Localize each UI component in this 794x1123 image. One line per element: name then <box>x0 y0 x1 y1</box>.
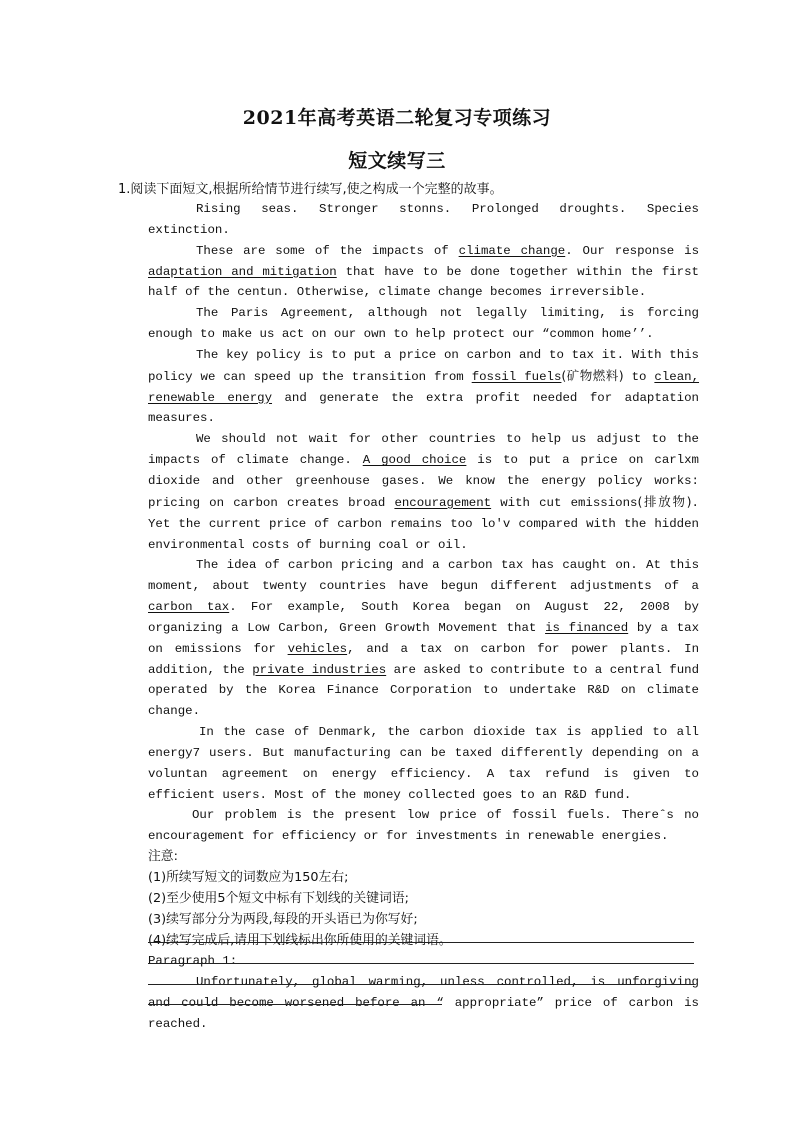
keyword: adaptation and mitigation <box>148 264 337 279</box>
keyword: fossil fuels <box>471 369 562 384</box>
passage-paragraph-6 <box>148 555 699 722</box>
text-run: The idea of carbon pricing and a carbon tax has caught on. At this moment, about twenty countries have begun different adjustments of a <box>148 558 699 594</box>
notes-heading: 注意: <box>148 849 178 865</box>
paragraph-label: Paragraph 1: <box>148 954 238 969</box>
text-run: These are some of the impacts of <box>196 243 459 258</box>
passage-paragraph-2 <box>148 241 699 304</box>
text-run: and generate the extra profit needed for adaptation measures. <box>148 390 699 426</box>
passage-paragraph-4 <box>148 345 699 429</box>
answer-line[interactable] <box>148 942 694 943</box>
note-item: (2)至少使用5个短文中标有下划线的关键词语; <box>148 890 409 906</box>
note-item: (3)续写部分分为两段,每段的开头语已为你写好; <box>148 911 418 927</box>
document-title: 2021年高考英语二轮复习专项练习 <box>242 107 552 129</box>
note-item: (1)所续写短文的词数应为150左右; <box>148 870 349 885</box>
notes <box>148 847 699 951</box>
chinese-gloss: (排放物) <box>637 493 692 509</box>
keyword: A good choice <box>362 453 467 468</box>
text-run: The key policy is to put a price on carbon and to tax it. With this policy we can speed up the transition from <box>148 347 699 384</box>
passage-paragraph-5 <box>148 429 699 555</box>
passage-paragraph-7: In the case of Denmark, the carbon dioxide tax is applied to all energy7 users. But manufacturing can be taxed differently depending on a voluntan agreement on energy efficiency. A tax refund is given to efficient users. Most of the money collected goes to an R&D fund. <box>148 725 699 802</box>
document-subtitle: 短文续写三 <box>348 150 446 172</box>
text-run: . For example, South Korea began on August 22, 2008 by organizing a Low Carbon, Green Growth Movement that <box>148 600 699 635</box>
text-run: We should not wait for other countries to help us adjust to the impacts of climate change. <box>148 432 699 468</box>
keyword: climate change <box>458 243 566 258</box>
text-run: . Our response is <box>565 243 700 258</box>
text-run: is to put a price on carlxm dioxide and other greenhouse gases. We know the energy policy works: pricing on carbon creates broad <box>148 453 699 510</box>
text-run: , and a tax on carbon for power plants. In addition, the <box>148 641 700 677</box>
text-run: . Yet the current price of carbon remains too lo'v compared with the hidden environmental costs of burning coal or oil. <box>148 495 699 552</box>
keyword: vehicles <box>287 641 348 656</box>
passage-paragraph-3: The Paris Agreement, although not legally limiting, is forcing enough to make us act on our own to help protect our “common home’’. <box>148 306 699 342</box>
answer-line[interactable] <box>148 963 694 964</box>
keyword: clean, renewable energy <box>148 369 700 405</box>
text-run: with cut emissions <box>491 495 638 510</box>
text-run: that have to be done together within the first half of the centun. Otherwise, climate change becomes irreversible. <box>148 264 699 300</box>
passage <box>148 199 699 1035</box>
note-item: (4)续写完成后,请用下划线标出你所使用的关键词语。 <box>148 932 452 948</box>
text-run: by a tax on emissions for <box>148 620 699 656</box>
paragraph-opening: Unfortunately, global warming, unless controlled, is unforgiving and could become worsened before an “ appropriate” price of carbon is reached. <box>148 975 699 1031</box>
text-run: are asked to contribute to a central fund operated by the Korea Finance Corporation to undertake R&D on climate change. <box>148 662 700 719</box>
answer-line[interactable] <box>148 984 694 985</box>
passage-paragraph-8: Our problem is the present low price of fossil fuels. Thereˆs no encouragement for efficiency or for investments in renewable energies. <box>148 808 699 844</box>
passage-paragraph-1: Rising seas. Stronger stonns. Prolonged droughts. Species extinction. <box>148 202 699 237</box>
text-run: to <box>623 369 655 384</box>
keyword: encouragement <box>394 495 492 510</box>
answer-line[interactable] <box>148 1004 442 1005</box>
question-instruction: 1.阅读下面短文,根据所给情节进行续写,使之构成一个完整的故事。 <box>118 182 503 197</box>
keyword: is financed <box>545 620 629 635</box>
keyword: carbon tax <box>148 600 230 615</box>
keyword: private industries <box>252 662 387 677</box>
chinese-gloss: (矿物燃料) <box>561 367 624 383</box>
